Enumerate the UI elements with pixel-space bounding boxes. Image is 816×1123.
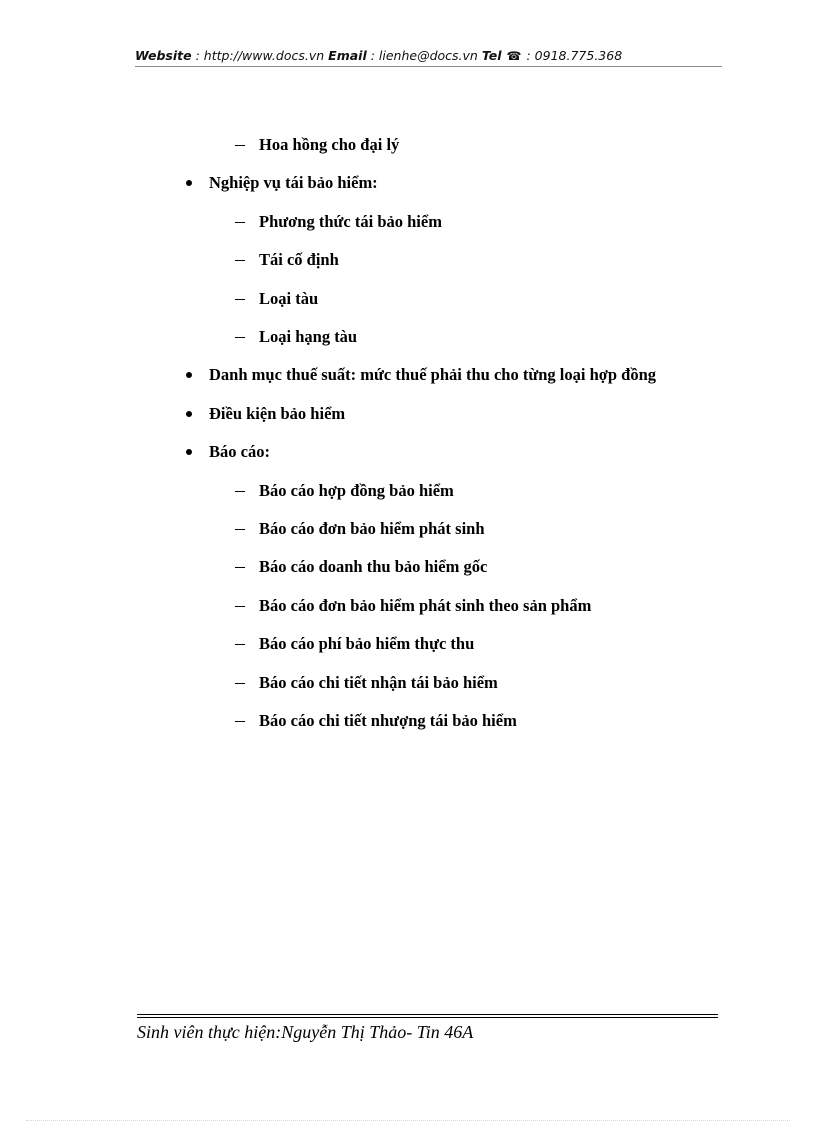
dash-icon <box>235 337 245 338</box>
sub-item-text: Phương thức tái bảo hiểm <box>259 211 442 231</box>
footer-author: Sinh viên thực hiện:Nguyễn Thị Thảo- Tin 46A <box>137 1022 474 1042</box>
dash-icon <box>235 606 245 607</box>
dash-icon <box>235 683 245 684</box>
dash-icon <box>235 260 245 261</box>
dash-icon <box>235 299 245 300</box>
page-header <box>135 48 722 67</box>
sub-item-text: Báo cáo doanh thu bảo hiểm gốc <box>259 557 488 577</box>
footer-rule-bottom <box>137 1017 718 1018</box>
website-separator: : <box>191 48 204 63</box>
phone-icon: ☎ <box>506 49 522 63</box>
website-label: Website <box>135 48 192 63</box>
bullet-icon <box>186 372 192 378</box>
tel-number: 0918.775.368 <box>534 48 623 63</box>
bullet-item-text: Danh mục thuế suất: mức thuế phải thu cho từng loại hợp đồng <box>209 365 657 385</box>
tel-separator: : <box>522 48 535 63</box>
sub-item-text: Hoa hồng cho đại lý <box>259 135 400 154</box>
page-bottom-dotted-border <box>26 1120 790 1122</box>
dash-icon <box>235 644 245 645</box>
dash-icon <box>235 491 245 492</box>
bullet-icon <box>186 449 192 455</box>
sub-item-text: Báo cáo phí bảo hiểm thực thu <box>259 634 475 654</box>
footer-rule-top <box>137 1014 718 1015</box>
sub-item-text: Báo cáo chi tiết nhận tái bảo hiểm <box>259 672 498 692</box>
bullet-item-text: Điều kiện bảo hiểm <box>209 403 346 423</box>
dash-icon <box>235 145 245 146</box>
bullet-item-text: Nghiệp vụ tái bảo hiểm: <box>209 173 378 193</box>
bullet-item-text: Báo cáo: <box>209 442 270 462</box>
email-address: lienhe@docs.vn <box>378 48 478 63</box>
sub-item-text: Báo cáo hợp đồng bảo hiểm <box>259 480 454 500</box>
sub-item-text: Báo cáo đơn bảo hiểm phát sinh theo sản phẩm <box>259 595 592 615</box>
email-separator: : <box>366 48 379 63</box>
email-label: Email <box>328 48 367 63</box>
bullet-icon <box>186 411 192 417</box>
dash-icon <box>235 721 245 722</box>
sub-item-text: Báo cáo chi tiết nhượng tái bảo hiểm <box>259 711 517 730</box>
tel-label: Tel <box>481 48 502 63</box>
dash-icon <box>235 567 245 568</box>
bullet-icon <box>186 180 192 186</box>
sub-item-text: Tái cố định <box>259 250 339 270</box>
dash-icon <box>235 222 245 223</box>
sub-item-text: Loại tàu <box>259 288 319 308</box>
sub-item-text: Báo cáo đơn bảo hiểm phát sinh <box>259 519 485 538</box>
website-url: http://www.docs.vn <box>203 48 325 63</box>
dash-icon <box>235 529 245 530</box>
sub-item-text: Loại hạng tàu <box>259 327 358 346</box>
